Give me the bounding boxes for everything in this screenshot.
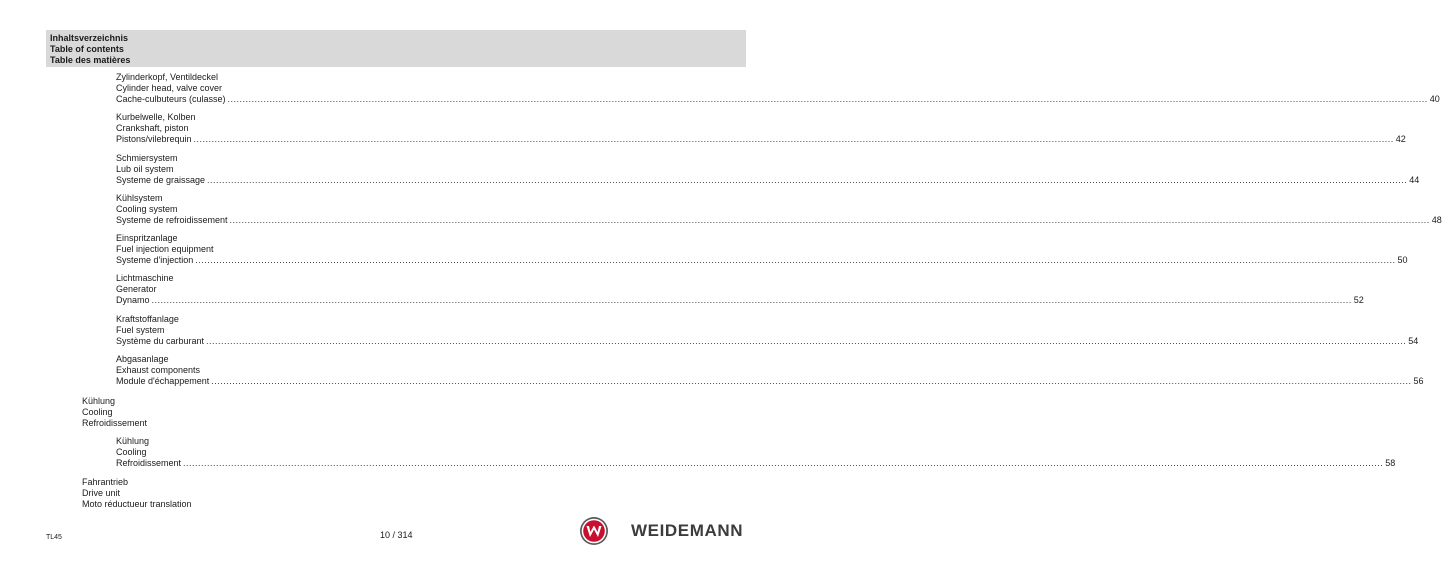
entry-title-de: Lichtmaschine [116,273,174,283]
section-title-fr: Refroidissement [82,418,148,428]
entry-page-number: 56 [1413,376,1424,386]
dot-leader: ................................................................................................................................................................................................................................................................................................................................................................................................................ [151,295,1352,305]
entry-title-de: Schmiersystem [116,153,178,163]
entry-title-de: Zylinderkopf, Ventildeckel [116,72,219,82]
header-title-fr: Table des matières [50,55,131,65]
dot-leader: ................................................................................................................................................................................................................................................................................................................................................................................................................ [227,94,1428,104]
entry-page-number: 42 [1395,134,1406,144]
toc-entry[interactable] [116,112,1406,145]
entry-page-number: 54 [1408,336,1419,346]
dot-leader: ................................................................................................................................................................................................................................................................................................................................................................................................................ [211,376,1412,386]
brand-wordmark: WEIDEMANN [631,521,744,540]
toc-entry[interactable] [116,72,1440,105]
section-title-en: Drive unit [82,488,121,498]
entry-page-number: 48 [1431,215,1442,225]
document-code: TL45 [46,534,62,541]
entry-title-en: Fuel injection equipment [116,244,214,254]
entry-title-fr: Module d'échappement [116,376,210,386]
entry-title-fr: Système du carburant [116,336,205,346]
dot-leader: ................................................................................................................................................................................................................................................................................................................................................................................................................ [229,215,1430,225]
entry-title-de: Kraftstoffanlage [116,314,179,324]
entry-title-de: Kurbelwelle, Kolben [116,112,196,122]
entry-title-fr: Systeme de refroidissement [116,215,228,225]
entry-title-en: Cooling system [116,204,178,214]
dot-leader: ................................................................................................................................................................................................................................................................................................................................................................................................................ [183,458,1384,468]
entry-title-fr: Refroidissement [116,458,182,468]
entry-title-fr: Dynamo [116,295,150,305]
entry-title-fr: Systeme d'injection [116,255,194,265]
entry-page-number: 58 [1385,458,1396,468]
entry-title-en: Crankshaft, piston [116,123,189,133]
entry-page-number: 40 [1429,94,1440,104]
dot-leader: ................................................................................................................................................................................................................................................................................................................................................................................................................ [207,175,1408,185]
toc-section-drive[interactable] [82,477,482,510]
entry-title-de: Abgasanlage [116,354,169,364]
header-title-de: Inhaltsverzeichnis [50,33,129,43]
section-title-de: Kühlung [82,396,116,406]
toc-entry[interactable] [116,153,1420,186]
toc-entry[interactable] [116,273,1364,306]
dot-leader: ................................................................................................................................................................................................................................................................................................................................................................................................................ [193,134,1394,144]
entry-title-en: Fuel system [116,325,165,335]
entry-title-en: Exhaust components [116,365,201,375]
entry-title-en: Cylinder head, valve cover [116,83,223,93]
toc-entry[interactable] [116,193,1442,226]
entry-title-en: Lub oil system [116,164,174,174]
toc-entry[interactable] [116,233,1408,266]
toc-entry[interactable] [116,314,1419,347]
toc-entry[interactable] [116,354,1424,387]
entry-title-fr: Cache-culbuteurs (culasse) [116,94,226,104]
page-indicator: 10 / 314 [380,530,413,540]
section-title-fr: Moto réductueur translation [82,499,192,509]
header-title-en: Table of contents [50,44,124,54]
entry-title-en: Generator [116,284,157,294]
entry-page-number: 52 [1353,295,1364,305]
entry-title-de: Einspritzanlage [116,233,178,243]
entry-page-number: 50 [1397,255,1408,265]
toc-section-cooling[interactable] [82,396,482,429]
entry-title-fr: Systeme de graissage [116,175,206,185]
entry-title-en: Cooling [116,447,147,457]
entry-title-de: Kühlsystem [116,193,163,203]
entry-title-fr: Pistons/vilebrequin [116,134,192,144]
section-title-en: Cooling [82,407,113,417]
weidemann-logo-icon [579,516,609,546]
section-title-de: Fahrantrieb [82,477,129,487]
dot-leader: ................................................................................................................................................................................................................................................................................................................................................................................................................ [195,255,1396,265]
entry-title-de: Kühlung [116,436,150,446]
dot-leader: ................................................................................................................................................................................................................................................................................................................................................................................................................ [206,336,1407,346]
toc-entry[interactable] [116,436,1396,469]
entry-page-number: 44 [1409,175,1420,185]
